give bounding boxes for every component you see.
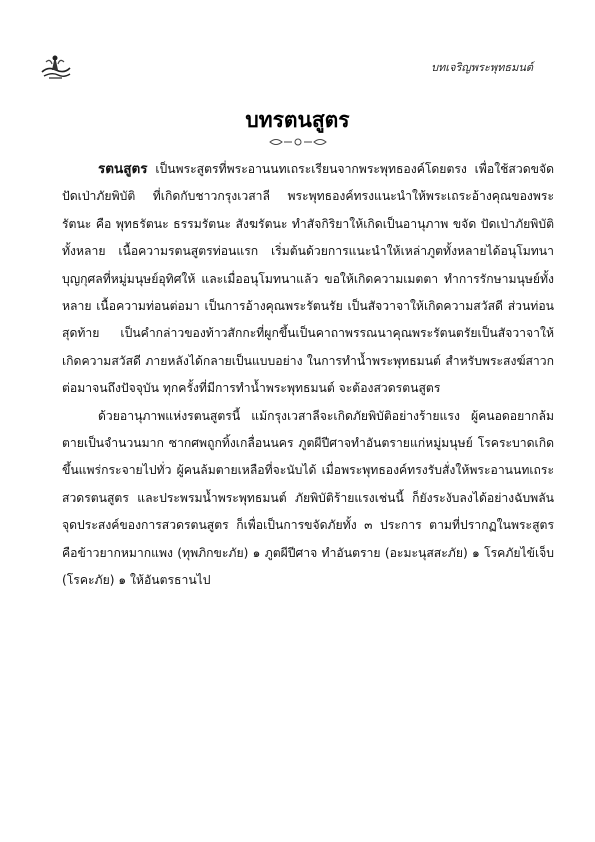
paragraph-power — [62, 403, 554, 595]
page-header — [40, 52, 533, 82]
body-text — [62, 156, 554, 595]
decorative-divider-icon — [0, 136, 595, 150]
lead-term: รตนสูตร — [98, 161, 148, 177]
page-title: บทรตนสูตร — [245, 108, 350, 132]
running-title: บทเจริญพระพุทธมนต์ — [431, 61, 533, 74]
paragraph-text: ด้วยอานุภาพแห่งรตนสูตรนี้ แม้กรุงเวสาลีจะเกิดภัยพิบัติอย่างร้ายแรง ผู้คนอดอยากล้มตายเป็นจำนวนมาก ซากศพถูกทิ้งเกลื่อนนคร ภูตผีปีศาจทำอันตรายแก่หมู่มนุษย์ โรคระบาดเกิดขึ้นแพร่กระจายไปทั่ว ผู้คนล้มตายเหลือที่จะนับได้ เมื่อพระพุทธองค์ทรงรับสั่งให้พระอานนทเถระสวดรตนสูตร และประพรมน้ำพระพุทธมนต์ ภัยพิบัติร้ายแรงเช่นนี้ ก็ยังระงับลงได้อย่างฉับพลัน จุดประสงค์ของการสวดรตนสูตร ก็เพื่อเป็นการขจัดภัยทั้ง ๓ ประการ ตามที่ปรากฏในพระสูตร คือข้าวยากหมากแพง (ทุพภิกขะภัย) ๑ ภูตผีปีศาจ ทำอันตราย (อะมะนุสสะภัย) ๑ โรคภัยไข้เจ็บ (โรคะภัย) ๑ ให้อันตรธานไป — [62, 408, 554, 588]
paragraph-intro — [62, 156, 554, 403]
dharma-ornament-icon — [40, 52, 72, 80]
paragraph-text: เป็นพระสูตรที่พระอานนทเถระเรียนจากพระพุทธองค์โดยตรง เพื่อใช้สวดขจัดปัดเป่าภัยพิบัติ ที่เกิดกับชาวกรุงเวสาลี พระพุทธองค์ทรงแนะนำให้พระเถระอ้างคุณของพระรัตนะ คือ พุทธรัตนะ ธรรมรัตนะ สังฆรัตนะ ทำสัจกิริยาให้เกิดเป็นอานุภาพ ขจัด ปัดเป่าภัยพิบัติทั้งหลาย เนื้อความรตนสูตรท่อนแรก เริ่มต้นด้วยการแนะนำให้เหล่าภูตทั้งหลายได้อนุโมทนาบุญกุศลที่หมู่มนุษย์อุทิศให้ และเมื่ออนุโมทนาแล้ว ขอให้เกิดความเมตตา ทำการรักษามนุษย์ทั้งหลาย เนื้อความท่อนต่อมา เป็นการอ้างคุณพระรัตนรัย เป็นสัจวาจาให้เกิดความสวัสดี ส่วนท่อนสุดท้าย เป็นคำกล่าวของท้าวสักกะที่ผูกขึ้นเป็นคาถาพรรณนาคุณพระรัตนตรัยเป็นสัจวาจาให้เกิดความสวัสดี ภายหลังได้กลายเป็นแบบอย่าง ในการทำน้ำพระพุทธมนต์ สำหรับพระสงฆ์สาวก ต่อมาจนถึงปัจจุบัน ทุกครั้งที่มีการทำน้ำพระพุทธมนต์ จะต้องสวดรตนสูตร — [62, 162, 554, 396]
